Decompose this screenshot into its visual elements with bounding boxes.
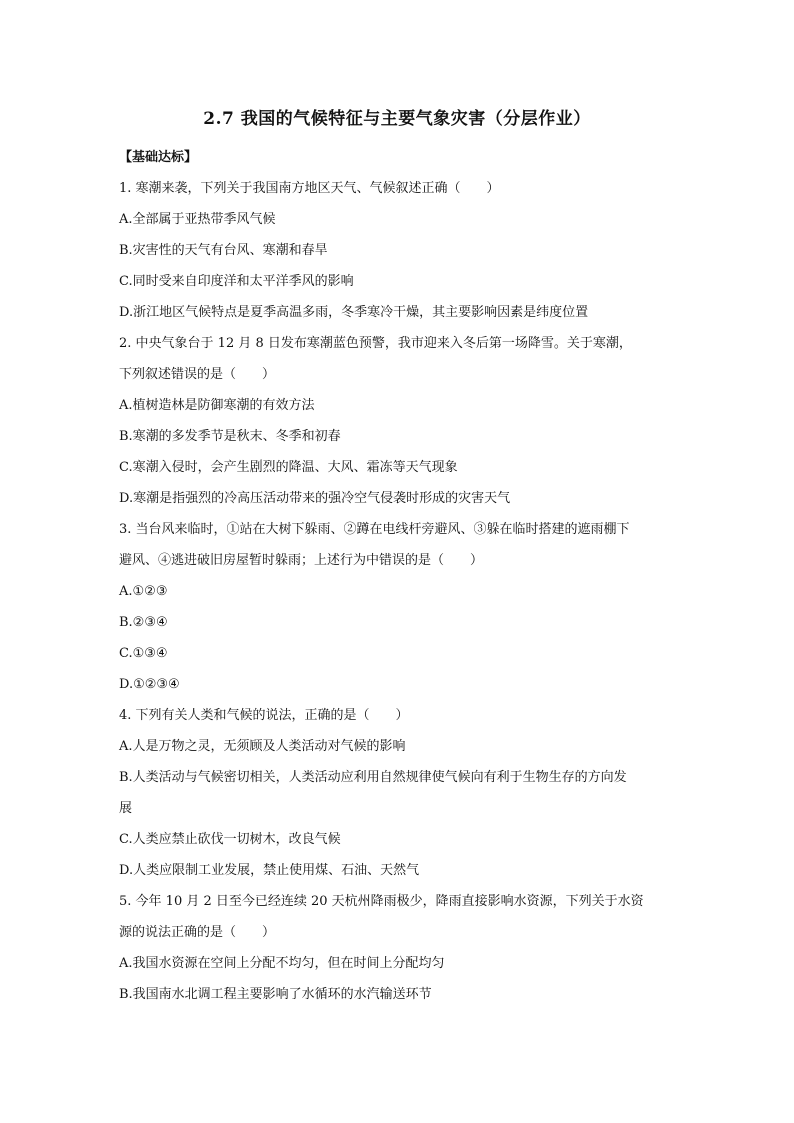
question-1 — [119, 173, 679, 328]
question-2-stem-line-1: 2. 中央气象台于 12 月 8 日发布寒潮蓝色预警，我市迎来入冬后第一场降雪。关于寒潮， — [119, 336, 632, 351]
question-2 — [119, 328, 679, 514]
question-3 — [119, 514, 679, 700]
question-4-option-c: C.人类应禁止砍伐一切树木，改良气候 — [119, 832, 341, 847]
question-1-option-c: C.同时受来自印度洋和太平洋季风的影响 — [119, 274, 354, 289]
question-3-stem-line-2: 避风、④逃进破旧房屋暂时躲雨；上述行为中错误的是（ ） — [119, 553, 484, 568]
question-4-option-a: A.人是万物之灵，无须顾及人类活动对气候的影响 — [119, 739, 406, 754]
question-4-stem: 4. 下列有关人类和气候的说法，正确的是（ ） — [119, 708, 409, 723]
question-5 — [119, 886, 679, 1010]
question-4 — [119, 700, 679, 886]
question-1-stem: 1. 寒潮来袭，下列关于我国南方地区天气、气候叙述正确（ ） — [119, 181, 500, 196]
document-body — [119, 142, 679, 1010]
question-5-stem-line-1: 5. 今年 10 月 2 日至今已经连续 20 天杭州降雨极少，降雨直接影响水资源，下列关于水资 — [119, 894, 644, 909]
question-3-option-c: C.①③④ — [119, 646, 168, 661]
question-2-option-b: B.寒潮的多发季节是秋末、冬季和初春 — [119, 429, 341, 444]
question-2-option-a: A.植树造林是防御寒潮的有效方法 — [119, 398, 315, 413]
question-3-option-b: B.②③④ — [119, 615, 168, 630]
question-3-stem-line-1: 3. 当台风来临时，①站在大树下躲雨、②蹲在电线杆旁避风、③躲在临时搭建的遮雨棚下 — [119, 522, 630, 537]
question-2-stem-line-2: 下列叙述错误的是（ ） — [119, 367, 276, 382]
question-2-option-d: D.寒潮是指强烈的冷高压活动带来的强冷空气侵袭时形成的灾害天气 — [119, 491, 511, 506]
question-3-option-d: D.①②③④ — [119, 677, 180, 692]
question-4-option-d: D.人类应限制工业发展，禁止使用煤、石油、天然气 — [119, 863, 420, 878]
question-5-stem-line-2: 源的说法正确的是（ ） — [119, 925, 276, 940]
question-5-option-b: B.我国南水北调工程主要影响了水循环的水汽输送环节 — [119, 987, 432, 1002]
question-2-option-c: C.寒潮入侵时，会产生剧烈的降温、大风、霜冻等天气现象 — [119, 460, 458, 475]
question-1-option-a: A.全部属于亚热带季风气候 — [119, 212, 276, 227]
question-3-option-a: A.①②③ — [119, 584, 168, 599]
section-heading: 【基础达标】 — [119, 150, 198, 165]
question-4-option-b: B.人类活动与气候密切相关，人类活动应利用自然规律使气候向有利于生物生存的方向发 — [119, 770, 627, 785]
question-1-option-d: D.浙江地区气候特点是夏季高温多雨，冬季寒冷干燥，其主要影响因素是纬度位置 — [119, 305, 589, 320]
question-1-option-b: B.灾害性的天气有台风、寒潮和春旱 — [119, 243, 328, 258]
document-title: 2.7 我国的气候特征与主要气象灾害（分层作业） — [203, 109, 591, 129]
question-4-option-b-continued: 展 — [119, 801, 133, 816]
question-5-option-a: A.我国水资源在空间上分配不均匀，但在时间上分配均匀 — [119, 956, 445, 971]
